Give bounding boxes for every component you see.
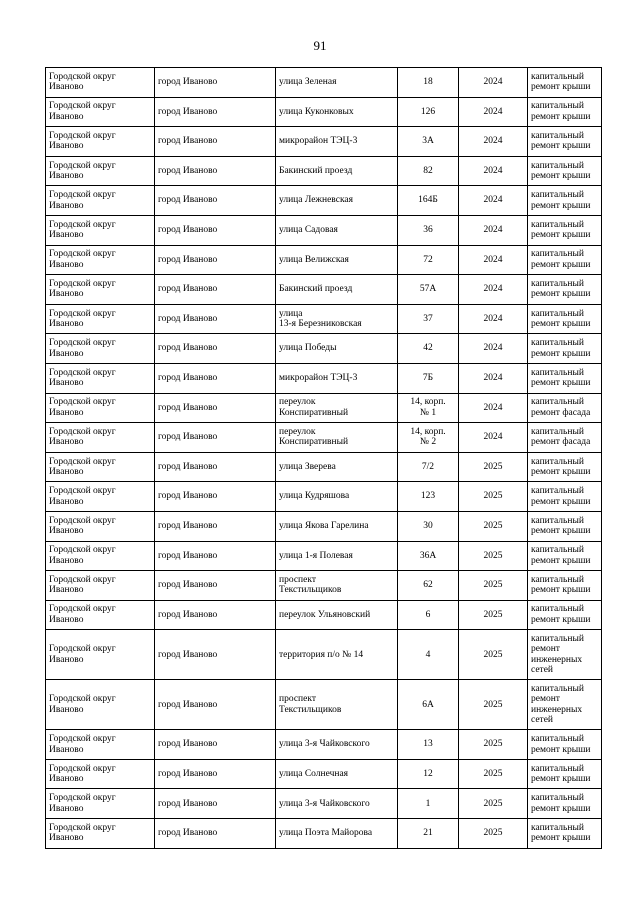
house-number-cell: 18: [398, 68, 459, 98]
street-cell: улица Солнечная: [276, 759, 398, 789]
year-cell: 2025: [459, 759, 528, 789]
city-cell: город Иваново: [155, 156, 276, 186]
municipal-district-cell: Городской округ Иваново: [46, 452, 155, 482]
house-number-cell: 72: [398, 245, 459, 275]
work-type-cell: капитальный ремонт крыши: [528, 541, 602, 571]
city-cell: город Иваново: [155, 245, 276, 275]
city-cell: город Иваново: [155, 452, 276, 482]
table-row: [46, 68, 602, 98]
city-cell: город Иваново: [155, 423, 276, 453]
year-cell: 2024: [459, 215, 528, 245]
house-number-cell: 42: [398, 334, 459, 364]
work-type-cell: капитальный ремонт крыши: [528, 304, 602, 334]
table-row: [46, 127, 602, 157]
year-cell: 2025: [459, 789, 528, 819]
municipal-district-cell: Городской округ Иваново: [46, 819, 155, 849]
municipal-district-cell: Городской округ Иваново: [46, 304, 155, 334]
table-row: [46, 363, 602, 393]
municipal-district-cell: Городской округ Иваново: [46, 245, 155, 275]
house-number-cell: 12: [398, 759, 459, 789]
registry-table-body: [46, 68, 602, 849]
work-type-cell: капитальный ремонт крыши: [528, 245, 602, 275]
city-cell: город Иваново: [155, 819, 276, 849]
house-number-cell: 14, корп. № 2: [398, 423, 459, 453]
house-number-cell: 30: [398, 511, 459, 541]
table-row: [46, 245, 602, 275]
table-row: [46, 600, 602, 630]
house-number-cell: 4: [398, 630, 459, 680]
table-row: [46, 452, 602, 482]
table-row: [46, 630, 602, 680]
city-cell: город Иваново: [155, 789, 276, 819]
registry-table: [45, 67, 602, 849]
house-number-cell: 6: [398, 600, 459, 630]
table-row: [46, 304, 602, 334]
work-type-cell: капитальный ремонт крыши: [528, 156, 602, 186]
street-cell: территория п/о № 14: [276, 630, 398, 680]
municipal-district-cell: Городской округ Иваново: [46, 156, 155, 186]
year-cell: 2024: [459, 156, 528, 186]
year-cell: 2024: [459, 245, 528, 275]
municipal-district-cell: Городской округ Иваново: [46, 600, 155, 630]
city-cell: город Иваново: [155, 186, 276, 216]
year-cell: 2025: [459, 571, 528, 601]
table-row: [46, 680, 602, 730]
street-cell: улица 3-я Чайковского: [276, 789, 398, 819]
municipal-district-cell: Городской округ Иваново: [46, 423, 155, 453]
year-cell: 2025: [459, 819, 528, 849]
year-cell: 2024: [459, 186, 528, 216]
year-cell: 2025: [459, 452, 528, 482]
work-type-cell: капитальный ремонт крыши: [528, 363, 602, 393]
house-number-cell: 82: [398, 156, 459, 186]
street-cell: переулок Конспиративный: [276, 423, 398, 453]
work-type-cell: капитальный ремонт крыши: [528, 789, 602, 819]
street-cell: улица Лежневская: [276, 186, 398, 216]
municipal-district-cell: Городской округ Иваново: [46, 680, 155, 730]
street-cell: улица Куконковых: [276, 97, 398, 127]
work-type-cell: капитальный ремонт крыши: [528, 511, 602, 541]
street-cell: микрорайон ТЭЦ-3: [276, 127, 398, 157]
street-cell: улица Победы: [276, 334, 398, 364]
work-type-cell: капитальный ремонт крыши: [528, 68, 602, 98]
city-cell: город Иваново: [155, 215, 276, 245]
city-cell: город Иваново: [155, 680, 276, 730]
work-type-cell: капитальный ремонт фасада: [528, 423, 602, 453]
year-cell: 2025: [459, 630, 528, 680]
house-number-cell: 36А: [398, 541, 459, 571]
table-row: [46, 275, 602, 305]
year-cell: 2025: [459, 541, 528, 571]
city-cell: город Иваново: [155, 630, 276, 680]
work-type-cell: капитальный ремонт крыши: [528, 482, 602, 512]
work-type-cell: капитальный ремонт крыши: [528, 275, 602, 305]
work-type-cell: капитальный ремонт крыши: [528, 334, 602, 364]
street-cell: переулок Конспиративный: [276, 393, 398, 423]
city-cell: город Иваново: [155, 571, 276, 601]
work-type-cell: капитальный ремонт крыши: [528, 215, 602, 245]
table-row: [46, 571, 602, 601]
municipal-district-cell: Городской округ Иваново: [46, 363, 155, 393]
house-number-cell: 164Б: [398, 186, 459, 216]
work-type-cell: капитальный ремонт крыши: [528, 759, 602, 789]
year-cell: 2025: [459, 600, 528, 630]
city-cell: город Иваново: [155, 393, 276, 423]
city-cell: город Иваново: [155, 600, 276, 630]
street-cell: Бакинский проезд: [276, 156, 398, 186]
house-number-cell: 7Б: [398, 363, 459, 393]
municipal-district-cell: Городской округ Иваново: [46, 630, 155, 680]
work-type-cell: капитальный ремонт крыши: [528, 186, 602, 216]
street-cell: проспект Текстильщиков: [276, 571, 398, 601]
table-row: [46, 156, 602, 186]
year-cell: 2024: [459, 275, 528, 305]
year-cell: 2025: [459, 730, 528, 760]
city-cell: город Иваново: [155, 730, 276, 760]
city-cell: город Иваново: [155, 541, 276, 571]
municipal-district-cell: Городской округ Иваново: [46, 759, 155, 789]
table-row: [46, 482, 602, 512]
street-cell: Бакинский проезд: [276, 275, 398, 305]
year-cell: 2024: [459, 363, 528, 393]
table-row: [46, 215, 602, 245]
municipal-district-cell: Городской округ Иваново: [46, 511, 155, 541]
municipal-district-cell: Городской округ Иваново: [46, 393, 155, 423]
city-cell: город Иваново: [155, 275, 276, 305]
city-cell: город Иваново: [155, 334, 276, 364]
street-cell: улица Садовая: [276, 215, 398, 245]
municipal-district-cell: Городской округ Иваново: [46, 334, 155, 364]
year-cell: 2024: [459, 423, 528, 453]
work-type-cell: капитальный ремонт крыши: [528, 730, 602, 760]
house-number-cell: 13: [398, 730, 459, 760]
page-number: 91: [313, 38, 327, 53]
table-row: [46, 423, 602, 453]
table-row: [46, 759, 602, 789]
city-cell: город Иваново: [155, 482, 276, 512]
municipal-district-cell: Городской округ Иваново: [46, 482, 155, 512]
table-row: [46, 541, 602, 571]
table-row: [46, 97, 602, 127]
year-cell: 2024: [459, 68, 528, 98]
year-cell: 2024: [459, 393, 528, 423]
street-cell: проспект Текстильщиков: [276, 680, 398, 730]
house-number-cell: 6А: [398, 680, 459, 730]
year-cell: 2025: [459, 511, 528, 541]
work-type-cell: капитальный ремонт крыши: [528, 819, 602, 849]
municipal-district-cell: Городской округ Иваново: [46, 97, 155, 127]
city-cell: город Иваново: [155, 97, 276, 127]
year-cell: 2025: [459, 482, 528, 512]
street-cell: улица Кудряшова: [276, 482, 398, 512]
house-number-cell: 37: [398, 304, 459, 334]
table-row: [46, 819, 602, 849]
work-type-cell: капитальный ремонт крыши: [528, 97, 602, 127]
house-number-cell: 7/2: [398, 452, 459, 482]
house-number-cell: 14, корп. № 1: [398, 393, 459, 423]
street-cell: улица Якова Гарелина: [276, 511, 398, 541]
year-cell: 2024: [459, 97, 528, 127]
work-type-cell: капитальный ремонт крыши: [528, 452, 602, 482]
work-type-cell: капитальный ремонт фасада: [528, 393, 602, 423]
house-number-cell: 3А: [398, 127, 459, 157]
house-number-cell: 36: [398, 215, 459, 245]
city-cell: город Иваново: [155, 363, 276, 393]
table-row: [46, 789, 602, 819]
house-number-cell: 126: [398, 97, 459, 127]
year-cell: 2025: [459, 680, 528, 730]
year-cell: 2024: [459, 334, 528, 364]
municipal-district-cell: Городской округ Иваново: [46, 571, 155, 601]
street-cell: улица Зеленая: [276, 68, 398, 98]
house-number-cell: 57А: [398, 275, 459, 305]
table-row: [46, 186, 602, 216]
city-cell: город Иваново: [155, 127, 276, 157]
city-cell: город Иваново: [155, 511, 276, 541]
house-number-cell: 123: [398, 482, 459, 512]
city-cell: город Иваново: [155, 68, 276, 98]
municipal-district-cell: Городской округ Иваново: [46, 186, 155, 216]
municipal-district-cell: Городской округ Иваново: [46, 127, 155, 157]
street-cell: улица Зверева: [276, 452, 398, 482]
table-row: [46, 511, 602, 541]
street-cell: улица Велижская: [276, 245, 398, 275]
work-type-cell: капитальный ремонт крыши: [528, 600, 602, 630]
municipal-district-cell: Городской округ Иваново: [46, 541, 155, 571]
street-cell: улица Поэта Майорова: [276, 819, 398, 849]
work-type-cell: капитальный ремонт крыши: [528, 571, 602, 601]
year-cell: 2024: [459, 127, 528, 157]
municipal-district-cell: Городской округ Иваново: [46, 275, 155, 305]
street-cell: переулок Ульяновский: [276, 600, 398, 630]
street-cell: улица 13-я Березниковская: [276, 304, 398, 334]
municipal-district-cell: Городской округ Иваново: [46, 68, 155, 98]
municipal-district-cell: Городской округ Иваново: [46, 730, 155, 760]
work-type-cell: капитальный ремонт инженерных сетей: [528, 680, 602, 730]
street-cell: улица 3-я Чайковского: [276, 730, 398, 760]
table-row: [46, 730, 602, 760]
house-number-cell: 21: [398, 819, 459, 849]
city-cell: город Иваново: [155, 759, 276, 789]
municipal-district-cell: Городской округ Иваново: [46, 215, 155, 245]
table-row: [46, 334, 602, 364]
city-cell: город Иваново: [155, 304, 276, 334]
municipal-district-cell: Городской округ Иваново: [46, 789, 155, 819]
table-row: [46, 393, 602, 423]
work-type-cell: капитальный ремонт инженерных сетей: [528, 630, 602, 680]
house-number-cell: 1: [398, 789, 459, 819]
street-cell: микрорайон ТЭЦ-3: [276, 363, 398, 393]
house-number-cell: 62: [398, 571, 459, 601]
work-type-cell: капитальный ремонт крыши: [528, 127, 602, 157]
street-cell: улица 1-я Полевая: [276, 541, 398, 571]
year-cell: 2024: [459, 304, 528, 334]
